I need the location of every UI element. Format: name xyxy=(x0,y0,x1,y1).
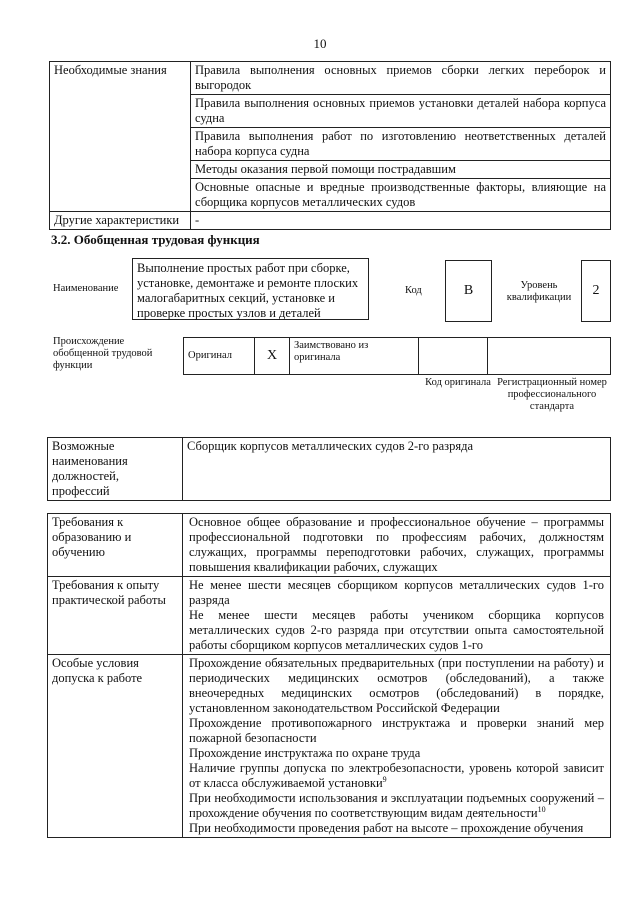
conditions-label: Особые условия допуска к работе xyxy=(48,655,183,838)
experience-label: Требования к опыту практической работы xyxy=(48,577,183,655)
reg-number-caption: Регистрационный номер профессионального стандарта xyxy=(497,377,607,412)
reg-number-cell xyxy=(488,338,611,375)
section-title: 3.2. Обобщенная трудовая функция xyxy=(51,232,260,247)
condition-item: Прохождение инструктажа по охране труда xyxy=(189,746,421,760)
requirements-table xyxy=(47,513,611,838)
origin-table xyxy=(183,337,611,375)
code-label: Код xyxy=(405,285,422,296)
jobs-value: Сборщик корпусов металлических судов 2-го разряда xyxy=(183,438,611,501)
knowledge-item: Правила выполнения работ по изготовлению неответственных деталей набора корпуса судна xyxy=(191,128,611,161)
experience-value xyxy=(183,577,611,655)
knowledge-table xyxy=(49,61,611,230)
knowledge-item: Методы оказания первой помощи пострадавшим xyxy=(191,161,611,179)
knowledge-item: Правила выполнения основных приемов сборки легких переборок и выгородок xyxy=(191,62,611,95)
condition-item: Наличие группы допуска по электробезопасности, уровень которой зависит от класса обслуживаемой установки xyxy=(189,761,604,790)
experience-item: Не менее шести месяцев сборщиком корпусов металлических судов 1-го разряда xyxy=(189,578,604,607)
code-original-caption: Код оригинала xyxy=(425,377,491,388)
knowledge-label: Необходимые знания xyxy=(50,62,191,212)
condition-item: Прохождение противопожарного инструктажа и проверки знаний мер пожарной безопасности xyxy=(189,716,604,745)
education-label: Требования к образованию и обучению xyxy=(48,514,183,577)
footnote-9: 9 xyxy=(382,774,387,784)
qualification-level-value: 2 xyxy=(581,260,611,322)
qualification-level-label: Уровень квалификации xyxy=(506,280,572,303)
education-value: Основное общее образование и профессиональное обучение – программы профессиональной подготовки по профессиям рабочих, должностям служащих, программы переподготовки рабочих, служащих, программы повышения квалификации рабочих, служащих xyxy=(183,514,611,577)
function-name-value: Выполнение простых работ при сборке, установке, демонтаже и ремонте плоских малогабаритных секций, установке и проверке простых узлов и деталей xyxy=(132,258,369,320)
code-original-cell xyxy=(419,338,488,375)
code-value: B xyxy=(445,260,492,322)
condition-item: При необходимости проведения работ на высоте – прохождение обучения xyxy=(189,821,584,835)
condition-item-with-footnote xyxy=(189,791,604,821)
function-name-label: Наименование xyxy=(53,283,119,294)
condition-item-with-footnote xyxy=(189,761,604,791)
experience-item: Не менее шести месяцев работы учеником сборщика корпусов металлических судов 2-го разряда при отсутствии опыта самостоятельной работы сборщиком корпусов металлических судов 1-го xyxy=(189,608,604,652)
borrowed-label: Заимствовано из оригинала xyxy=(290,338,419,375)
other-characteristics-value: - xyxy=(191,212,611,230)
jobs-label: Возможные наименования должностей, профессий xyxy=(48,438,183,501)
knowledge-item: Правила выполнения основных приемов установки деталей набора корпуса судна xyxy=(191,95,611,128)
condition-item: Прохождение обязательных предварительных (при поступлении на работу) и периодических медицинских осмотров (обследований), а также внеочередных медицинских осмотров (обследований) в порядке, установленном законодательством Российской Федерации xyxy=(189,656,604,715)
jobs-table xyxy=(47,437,611,501)
footnote-10: 10 xyxy=(537,804,546,814)
page-number: 10 xyxy=(313,36,327,51)
knowledge-item: Основные опасные и вредные производственные факторы, влияющие на сборщика корпусов металлических судов xyxy=(191,179,611,212)
original-label: Оригинал xyxy=(184,338,255,375)
conditions-value xyxy=(183,655,611,838)
original-mark: X xyxy=(255,338,290,375)
condition-item: При необходимости использования и эксплуатации подъемных сооружений – прохождение обучения по соответствующим видам деятельности xyxy=(189,791,604,820)
origin-label: Происхождение обобщенной трудовой функции xyxy=(53,336,153,371)
other-characteristics-label: Другие характеристики xyxy=(50,212,191,230)
